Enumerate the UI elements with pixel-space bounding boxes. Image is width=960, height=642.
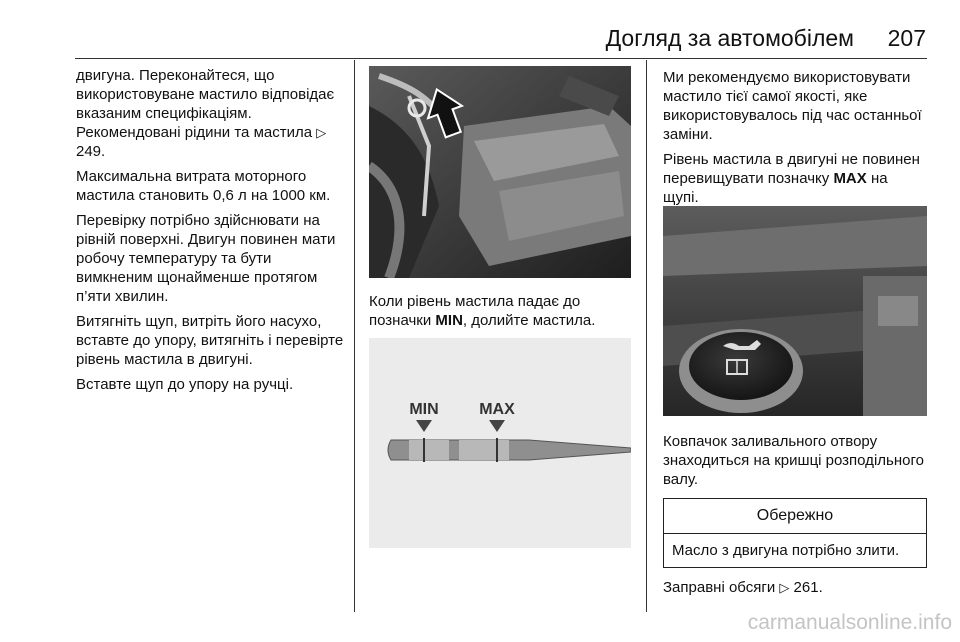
caution-text: Масло з двигуна потрібно злити.: [672, 542, 900, 559]
page-reference-link[interactable]: 249.: [76, 143, 106, 160]
watermark: carmanualsonline.info: [747, 611, 952, 634]
chapter-title: Догляд за автомобілем: [605, 25, 854, 51]
paragraph: Рівень мастила в двигуні не повинен перевищувати позначку MAX на щупі.: [663, 151, 920, 206]
photo-caption: Коли рівень мастила падає до позначки MIN, долийте мастила.: [369, 293, 596, 329]
capacity-reference: Заправні обсяги ▷ 261.: [663, 579, 823, 596]
paragraph: Перевірку потрібно здійснювати на рівній поверхні. Двигун повинен мати робочу температуру та бути вимкненим щонайменше протягом п’яти хвилин.: [76, 212, 336, 305]
oil-cap-icon: [689, 332, 793, 400]
column-1: [76, 66, 348, 400]
dipstick-illustration: [369, 338, 631, 548]
paragraph: Витягніть щуп, витріть його насухо, вставте до упору, витягніть і перевірте рівень мастила в двигуні.: [76, 313, 344, 368]
paragraph: Вставте щуп до упору на ручці.: [76, 376, 294, 393]
caution-title: Обережно: [664, 499, 926, 534]
page-reference-link[interactable]: 261.: [793, 579, 823, 596]
oil-filler-cap-photo: [663, 206, 927, 416]
paragraph: двигуна. Переконайтеся, що використовуване мастило відповідає вказаним специфікаціям. Рекомендовані рідини та мастила ▷ 249.: [76, 67, 335, 160]
page-reference-arrow-icon: ▷: [316, 125, 327, 140]
page-reference-arrow-icon: ▷: [779, 580, 790, 595]
dipstick-min-label: MIN: [409, 401, 439, 418]
max-mark-label: MAX: [833, 170, 867, 187]
column-divider: [354, 60, 355, 612]
paragraph: Ми рекомендуємо використовувати мастило тієї самої якості, яке використовувалось під час останньої заміни.: [663, 69, 922, 143]
engine-bay-photo: [369, 66, 631, 278]
paragraph: Максимальна витрата моторного мастила становить 0,6 л на 1000 км.: [76, 168, 331, 204]
page-number: 207: [887, 25, 926, 51]
caution-box: [663, 498, 927, 568]
header-rule: [75, 58, 927, 59]
column-divider: [646, 60, 647, 612]
min-mark-label: MIN: [435, 312, 463, 329]
photo-caption: Ковпачок заливального отвору знаходиться на кришці розподільного валу.: [663, 433, 924, 488]
column-3: [663, 68, 927, 213]
dipstick-max-label: MAX: [479, 401, 515, 418]
